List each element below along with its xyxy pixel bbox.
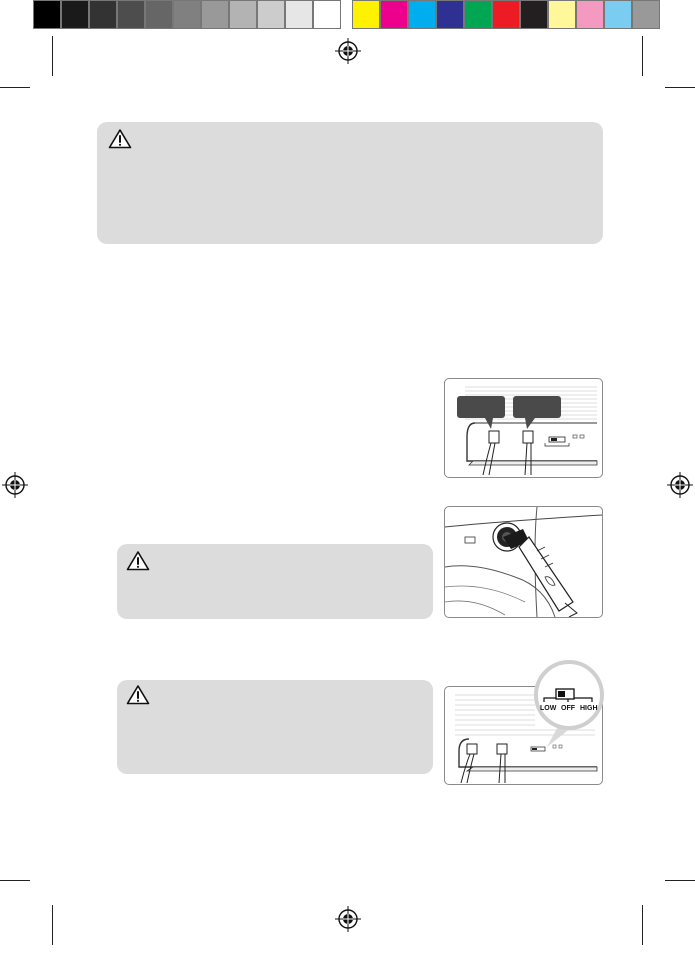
gray-swatch [173, 0, 201, 29]
crop-mark [665, 87, 695, 88]
color-swatch [436, 0, 464, 29]
crop-mark [665, 880, 695, 881]
warning-triangle-icon [126, 550, 150, 571]
crop-mark [0, 87, 30, 88]
registration-mark-icon [2, 472, 28, 498]
gray-swatch [285, 0, 313, 29]
gray-swatch [145, 0, 173, 29]
grayscale-bar [33, 0, 341, 29]
connector-illustration [444, 378, 603, 478]
car-socket-illustration [444, 506, 603, 618]
switch-label-off: OFF [561, 705, 575, 712]
color-swatch [492, 0, 520, 29]
color-swatch [408, 0, 436, 29]
color-swatch [464, 0, 492, 29]
gray-swatch [61, 0, 89, 29]
warning-triangle-icon [126, 684, 150, 705]
switch-label-high: HIGH [580, 705, 598, 712]
registration-mark-icon [335, 38, 361, 64]
color-swatch [604, 0, 632, 29]
callout-box [457, 396, 505, 418]
color-swatch [352, 0, 380, 29]
crop-mark [642, 905, 643, 945]
gray-swatch [33, 0, 61, 29]
switch-magnifier [534, 660, 604, 730]
callout-box [513, 396, 561, 418]
gray-swatch [257, 0, 285, 29]
gray-swatch [229, 0, 257, 29]
color-bar [352, 0, 660, 29]
crop-mark [0, 880, 30, 881]
crop-mark [52, 36, 53, 76]
gray-swatch [313, 0, 341, 29]
warning-panel [117, 680, 433, 774]
gray-swatch [117, 0, 145, 29]
gray-swatch [201, 0, 229, 29]
crop-mark [642, 36, 643, 76]
crop-mark [52, 905, 53, 945]
registration-mark-icon [335, 906, 361, 932]
color-swatch [548, 0, 576, 29]
color-swatch [632, 0, 660, 29]
registration-mark-icon [667, 472, 693, 498]
warning-panel [97, 122, 603, 244]
gray-swatch [89, 0, 117, 29]
color-swatch [576, 0, 604, 29]
warning-triangle-icon [108, 128, 132, 149]
warning-panel [117, 544, 433, 619]
color-swatch [380, 0, 408, 29]
switch-label-low: LOW [540, 705, 557, 712]
color-swatch [520, 0, 548, 29]
